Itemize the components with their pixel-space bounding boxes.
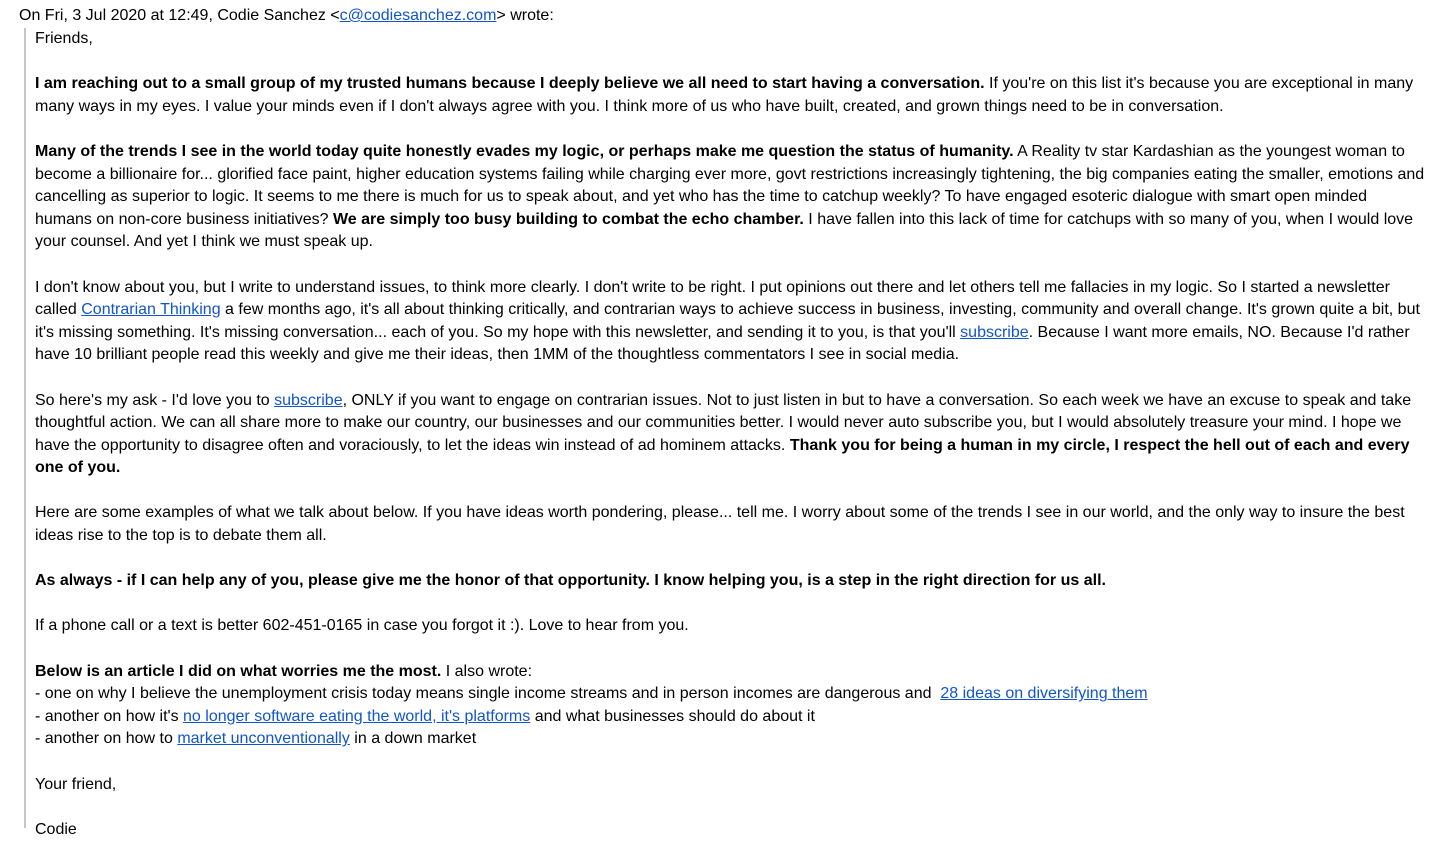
- list-item: [35, 706, 1426, 729]
- newsletter-text-3: . Because I want more emails, NO. Because I'd rather have 10 brilliant people read this weekly and give me their ideas, then 1MM of the thoughtless commentators I see in social media.: [35, 323, 1410, 364]
- sender-email-link[interactable]: c@codiesanchez.com: [339, 7, 497, 24]
- paragraph-intro: [35, 73, 1426, 118]
- list-item-1-text: - one on why I believe the unemployment crisis today means single income streams and in person incomes are dangerous and: [35, 685, 941, 703]
- list-item: [35, 683, 1426, 706]
- newsletter-text-1: I don't know about you, but I write to understand issues, to think more clearly. I don't write to be right. I put opinions out there and let others tell me fallacies in my logic. So I started a newsletter called: [35, 278, 1390, 319]
- platforms-link[interactable]: no longer software eating the world, it's platforms: [183, 707, 531, 725]
- articles-bold: Below is an article I did on what worries me the most.: [35, 662, 442, 680]
- paragraph-articles: [35, 661, 1426, 684]
- header-prefix: On Fri, 3 Jul 2020 at 12:49, Codie Sanchez <: [19, 7, 340, 24]
- intro-text: If you're on this list it's because you are exceptional in many many ways in my eyes. I value your minds even if I don't always agree with you. I think more of us who have built, created, and grown things need to be in conversation.: [35, 75, 1414, 115]
- trends-text-end: I have fallen into this lack of time for catchups with so many of you, when I would love your counsel. And yet I think we must speak up.: [35, 210, 1414, 251]
- greeting: Friends,: [35, 30, 93, 47]
- paragraph-examples: Here are some examples of what we talk about below. If you have ideas worth pondering, please... tell me. I worry about some of the trends I see in our world, and the only way to insure the best ideas rise to the top is to debate them all.: [35, 504, 1405, 545]
- diversifying-ideas-link[interactable]: 28 ideas on diversifying them: [940, 685, 1148, 703]
- list-item-3-text: - another on how to: [35, 730, 178, 748]
- trends-text: A Reality tv star Kardashian as the youngest woman to become a billionaire for... glorified face paint, higher education systems failing while charging ever more, govt restrictions increasingly tightening, the big companies eating the smaller, emotions and cancelling as superior to logic. It seems to me there is much for us to speak about, and yet who has the time to catchup weekly? To have engaged esoteric dialogue with smart open minded humans on non-core business initiatives?: [35, 142, 1425, 228]
- subscribe-link-2[interactable]: subscribe: [274, 391, 343, 409]
- list-item-3-after: in a down market: [349, 730, 477, 748]
- newsletter-text-2: a few months ago, it's all about thinking critically, and contrarian ways to achieve success in business, investing, community and overall change. It's grown quite a bit, but it's missing something. It's missing conversation... each of you. So my hope with this newsletter, and sending it to you, is that you'll: [35, 301, 1420, 341]
- quoted-message: [24, 28, 1428, 838]
- ask-text-2: , ONLY if you want to engage on contrarian issues. Not to just listen in but to have a conversation. So each week we have an excuse to speak and take thoughtful action. We can all share more to make our country, our businesses and our communities better. I would never auto subscribe you, but I would absolutely treasure your mind. I hope we have the opportunity to disagree often and voraciously, to let the ideas win instead of ad hominem attacks.: [35, 391, 1412, 454]
- paragraph-help: [35, 570, 1426, 593]
- reply-header: [19, 5, 554, 28]
- paragraph-newsletter: [35, 277, 1426, 367]
- paragraph-trends: [35, 141, 1426, 254]
- help-bold: As always - if I can help any of you, please give me the honor of that opportunity. I know helping you, is a step in the right direction for us all.: [35, 572, 1106, 590]
- market-unconventionally-link[interactable]: market unconventionally: [177, 730, 350, 748]
- signature: Codie: [35, 820, 77, 838]
- echo-chamber-bold: We are simply too busy building to combat the echo chamber.: [332, 210, 804, 228]
- header-suffix: > wrote:: [496, 7, 554, 24]
- ask-text-1: So here's my ask - I'd love you to: [35, 391, 275, 409]
- list-item: [35, 728, 1426, 751]
- list-item-2-after: and what businesses should do about it: [530, 707, 815, 725]
- paragraph-ask: [35, 390, 1426, 480]
- paragraph-phone: If a phone call or a text is better 602-451-0165 in case you forgot it :). Love to hear from you.: [35, 617, 689, 635]
- closing: Your friend,: [35, 775, 117, 793]
- contrarian-thinking-link[interactable]: Contrarian Thinking: [81, 301, 221, 319]
- thank-you-bold: Thank you for being a human in my circle, I respect the hell out of each and every one of you.: [35, 436, 1410, 477]
- articles-text: I also wrote:: [441, 662, 533, 680]
- list-item-2-text: - another on how it's: [35, 707, 184, 725]
- subscribe-link-1[interactable]: subscribe: [960, 323, 1029, 341]
- intro-bold: I am reaching out to a small group of my trusted humans because I deeply believe we all need to start having a conversation.: [35, 75, 985, 93]
- trends-bold: Many of the trends I see in the world today quite honestly evades my logic, or perhaps make me question the status of humanity.: [35, 142, 1014, 160]
